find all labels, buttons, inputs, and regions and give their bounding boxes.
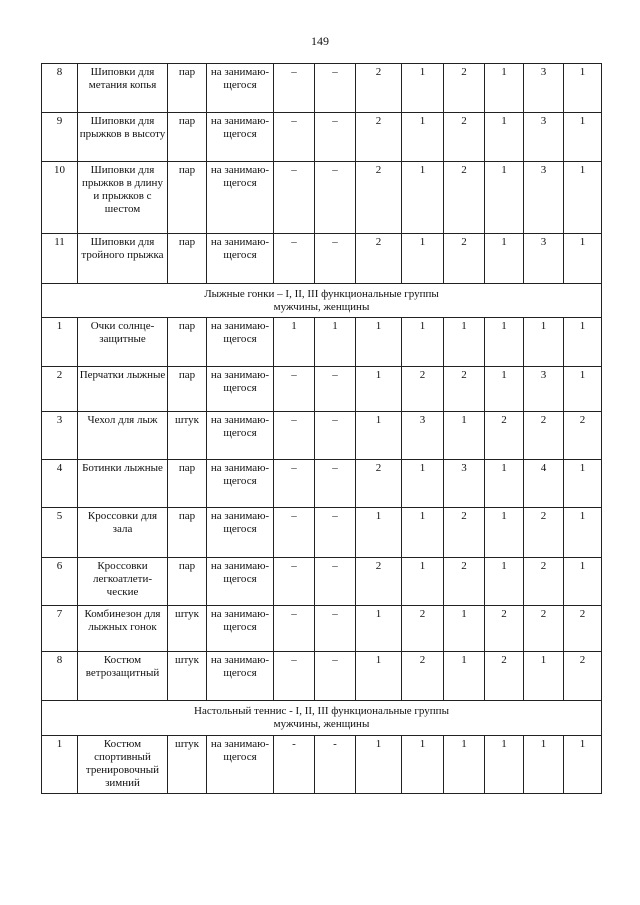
value-cell: 2	[356, 113, 402, 162]
value-cell: 2	[356, 234, 402, 284]
table-row	[42, 558, 602, 606]
value-cell: 3	[524, 234, 564, 284]
row-number: 1	[42, 318, 78, 367]
value-cell: 1	[485, 162, 524, 234]
quantity-basis: на занимаю-щегося	[207, 736, 274, 794]
unit-of-measure: пар	[168, 318, 207, 367]
value-cell: 1	[564, 558, 602, 606]
value-cell: 2	[524, 412, 564, 460]
value-cell: 3	[444, 460, 485, 508]
value-cell: 1	[402, 64, 444, 113]
table-row	[42, 508, 602, 558]
quantity-basis: на занимаю-щегося	[207, 318, 274, 367]
value-cell: 2	[444, 508, 485, 558]
unit-of-measure: пар	[168, 367, 207, 412]
table-row	[42, 652, 602, 701]
row-number: 8	[42, 652, 78, 701]
quantity-basis: на занимаю-щегося	[207, 652, 274, 701]
value-cell: 1	[356, 412, 402, 460]
section-title	[42, 284, 602, 318]
value-cell: –	[315, 234, 356, 284]
item-name: Костюм спортивный тренировочный зимний	[78, 736, 168, 794]
value-cell: 3	[524, 64, 564, 113]
value-cell: 2	[402, 367, 444, 412]
table-row	[42, 113, 602, 162]
table-row	[42, 162, 602, 234]
table-row	[42, 64, 602, 113]
value-cell: 1	[402, 234, 444, 284]
quantity-basis: на занимаю-щегося	[207, 162, 274, 234]
item-name: Очки солнце-защитные	[78, 318, 168, 367]
value-cell: 1	[444, 652, 485, 701]
value-cell: 1	[402, 460, 444, 508]
value-cell: 1	[485, 736, 524, 794]
row-number: 5	[42, 508, 78, 558]
value-cell: 1	[402, 162, 444, 234]
unit-of-measure: штук	[168, 652, 207, 701]
row-number: 8	[42, 64, 78, 113]
value-cell: 2	[444, 113, 485, 162]
value-cell: 1	[356, 367, 402, 412]
value-cell: 2	[444, 64, 485, 113]
value-cell: 1	[485, 558, 524, 606]
row-number: 4	[42, 460, 78, 508]
section-title-line1: Настольный теннис - I, II, III функциональные группы	[194, 705, 449, 717]
value-cell: 1	[524, 318, 564, 367]
value-cell: 2	[444, 162, 485, 234]
table-row	[42, 367, 602, 412]
value-cell: 2	[564, 606, 602, 652]
value-cell: 1	[564, 367, 602, 412]
value-cell: 1	[356, 318, 402, 367]
item-name: Костюм ветрозащитный	[78, 652, 168, 701]
section-header-row	[42, 284, 602, 318]
value-cell: –	[315, 64, 356, 113]
quantity-basis: на занимаю-щегося	[207, 558, 274, 606]
unit-of-measure: пар	[168, 508, 207, 558]
unit-of-measure: пар	[168, 64, 207, 113]
value-cell: 4	[524, 460, 564, 508]
value-cell: 1	[356, 736, 402, 794]
value-cell: 2	[356, 558, 402, 606]
value-cell: 2	[485, 606, 524, 652]
quantity-basis: на занимаю-щегося	[207, 412, 274, 460]
quantity-basis: на занимаю-щегося	[207, 460, 274, 508]
page-number: 149	[311, 34, 329, 48]
value-cell: 1	[524, 652, 564, 701]
quantity-basis: на занимаю-щегося	[207, 367, 274, 412]
quantity-basis: на занимаю-щегося	[207, 508, 274, 558]
value-cell: 1	[444, 412, 485, 460]
value-cell: 2	[524, 508, 564, 558]
value-cell: 1	[485, 113, 524, 162]
value-cell: –	[274, 367, 315, 412]
row-number: 9	[42, 113, 78, 162]
value-cell: –	[274, 606, 315, 652]
table-row	[42, 460, 602, 508]
value-cell: 3	[524, 162, 564, 234]
item-name: Кроссовки для зала	[78, 508, 168, 558]
value-cell: 3	[402, 412, 444, 460]
value-cell: 2	[356, 460, 402, 508]
value-cell: –	[315, 652, 356, 701]
item-name: Комбинезон для лыжных гонок	[78, 606, 168, 652]
value-cell: 2	[524, 558, 564, 606]
item-name: Ботинки лыжные	[78, 460, 168, 508]
item-name: Шиповки для тройного прыжка	[78, 234, 168, 284]
item-name: Шиповки для метания копья	[78, 64, 168, 113]
table-row	[42, 412, 602, 460]
value-cell: 1	[444, 606, 485, 652]
unit-of-measure: пар	[168, 113, 207, 162]
row-number: 7	[42, 606, 78, 652]
value-cell: 2	[444, 367, 485, 412]
item-name: Шиповки для прыжков в высоту	[78, 113, 168, 162]
item-name: Чехол для лыж	[78, 412, 168, 460]
value-cell: 1	[485, 367, 524, 412]
value-cell: 1	[564, 318, 602, 367]
row-number: 3	[42, 412, 78, 460]
value-cell: 1	[485, 64, 524, 113]
value-cell: 1	[402, 736, 444, 794]
value-cell: –	[274, 460, 315, 508]
value-cell: 2	[402, 652, 444, 701]
unit-of-measure: пар	[168, 558, 207, 606]
value-cell: 1	[564, 113, 602, 162]
value-cell: 1	[402, 318, 444, 367]
value-cell: 1	[402, 558, 444, 606]
value-cell: –	[315, 367, 356, 412]
row-number: 1	[42, 736, 78, 794]
value-cell: 1	[564, 162, 602, 234]
section-title-line2: мужчины, женщины	[273, 300, 370, 313]
value-cell: 1	[356, 606, 402, 652]
value-cell: –	[274, 113, 315, 162]
equipment-table	[41, 63, 602, 794]
section-title	[42, 701, 602, 736]
value-cell: 1	[564, 508, 602, 558]
value-cell: –	[315, 162, 356, 234]
value-cell: 1	[564, 64, 602, 113]
value-cell: 1	[485, 234, 524, 284]
value-cell: 1	[356, 508, 402, 558]
item-name: Шиповки для прыжков в длину и прыжков с шестом	[78, 162, 168, 234]
section-title-line1: Лыжные гонки – I, II, III функциональные группы	[204, 287, 439, 300]
item-name: Кроссовки легкоатлети-ческие	[78, 558, 168, 606]
item-name: Перчатки лыжные	[78, 367, 168, 412]
value-cell: –	[274, 234, 315, 284]
value-cell: 1	[485, 318, 524, 367]
value-cell: 1	[356, 652, 402, 701]
quantity-basis: на занимаю-щегося	[207, 64, 274, 113]
value-cell: 1	[564, 460, 602, 508]
value-cell: 1	[485, 508, 524, 558]
unit-of-measure: штук	[168, 606, 207, 652]
value-cell: 3	[524, 367, 564, 412]
value-cell: –	[274, 508, 315, 558]
value-cell: 2	[564, 412, 602, 460]
value-cell: -	[274, 736, 315, 794]
value-cell: –	[274, 64, 315, 113]
unit-of-measure: пар	[168, 234, 207, 284]
quantity-basis: на занимаю-щегося	[207, 234, 274, 284]
value-cell: 2	[444, 558, 485, 606]
table-row	[42, 234, 602, 284]
table-body	[42, 64, 602, 794]
value-cell: 2	[444, 234, 485, 284]
value-cell: 2	[524, 606, 564, 652]
value-cell: –	[315, 508, 356, 558]
value-cell: 2	[485, 412, 524, 460]
quantity-basis: на занимаю-щегося	[207, 606, 274, 652]
value-cell: 1	[274, 318, 315, 367]
value-cell: –	[315, 412, 356, 460]
row-number: 10	[42, 162, 78, 234]
row-number: 11	[42, 234, 78, 284]
value-cell: –	[315, 460, 356, 508]
value-cell: –	[274, 652, 315, 701]
value-cell: -	[315, 736, 356, 794]
value-cell: 1	[402, 113, 444, 162]
value-cell: 1	[444, 736, 485, 794]
table-row	[42, 736, 602, 794]
value-cell: –	[274, 412, 315, 460]
value-cell: –	[274, 558, 315, 606]
row-number: 2	[42, 367, 78, 412]
value-cell: 2	[356, 162, 402, 234]
value-cell: 1	[315, 318, 356, 367]
row-number: 6	[42, 558, 78, 606]
table-row	[42, 318, 602, 367]
value-cell: 1	[402, 508, 444, 558]
table-row	[42, 606, 602, 652]
value-cell: 2	[564, 652, 602, 701]
section-header-row	[42, 701, 602, 736]
value-cell: –	[315, 113, 356, 162]
value-cell: 2	[402, 606, 444, 652]
value-cell: 2	[356, 64, 402, 113]
value-cell: –	[315, 606, 356, 652]
section-title-line2: мужчины, женщины	[273, 718, 370, 730]
unit-of-measure: пар	[168, 460, 207, 508]
value-cell: 1	[485, 460, 524, 508]
value-cell: 2	[485, 652, 524, 701]
quantity-basis: на занимаю-щегося	[207, 113, 274, 162]
value-cell: 1	[444, 318, 485, 367]
unit-of-measure: штук	[168, 412, 207, 460]
unit-of-measure: штук	[168, 736, 207, 794]
value-cell: –	[274, 162, 315, 234]
value-cell: –	[315, 558, 356, 606]
unit-of-measure: пар	[168, 162, 207, 234]
value-cell: 1	[564, 234, 602, 284]
value-cell: 1	[564, 736, 602, 794]
value-cell: 3	[524, 113, 564, 162]
value-cell: 1	[524, 736, 564, 794]
